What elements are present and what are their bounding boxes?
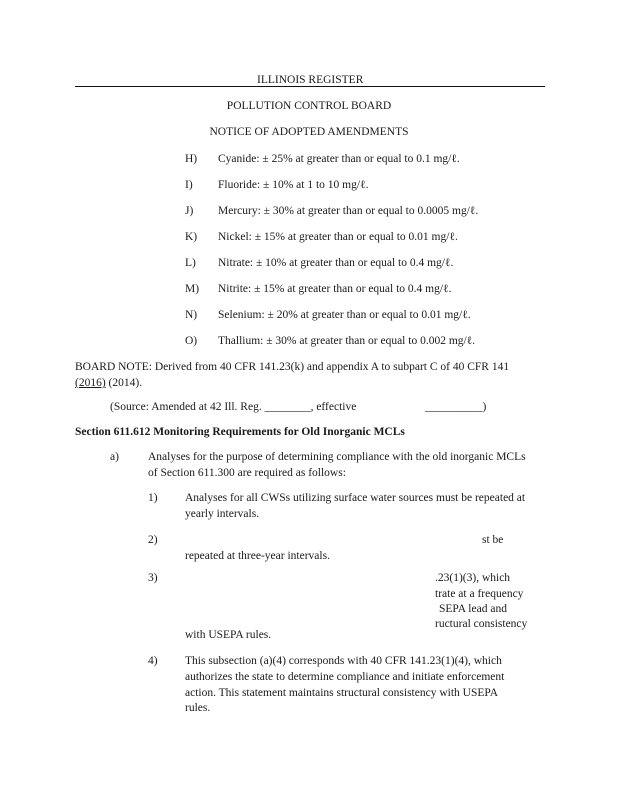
item-text: Cyanide: ± 25% at greater than or equal to 0.1 mg/ℓ. (218, 153, 460, 165)
item-1-line: Analyses for all CWSs utilizing surface water sources must be repeated at (185, 492, 526, 504)
item-3-line: .23(1)(3), which (435, 572, 511, 584)
item-1-label: 1) (148, 492, 158, 504)
item-3-line: SEPA lead and (439, 603, 507, 615)
item-2-line: st be (482, 534, 504, 546)
year-deleted: (2014). (108, 377, 143, 389)
item-3-line: with USEPA rules. (185, 629, 272, 641)
subsection-a-line: of Section 611.300 are required as follows: (148, 467, 346, 479)
year-inserted: (2016) (75, 377, 106, 389)
item-4-line: This subsection (a)(4) corresponds with 40 CFR 141.23(1)(4), which (185, 655, 502, 667)
item-label: O) (185, 335, 198, 347)
subsection-a-label: a) (110, 451, 119, 463)
item-2-label: 2) (148, 534, 158, 546)
item-3-line: ructural consistency (435, 618, 528, 630)
item-4-line: rules. (185, 702, 211, 714)
item-2-line: repeated at three-year intervals. (185, 550, 330, 562)
board-title: POLLUTION CONTROL BOARD (226, 100, 392, 112)
register-title: ILLINOIS REGISTER (257, 74, 364, 86)
section-heading: Section 611.612 Monitoring Requirements for Old Inorganic MCLs (75, 426, 405, 438)
item-text: Thallium: ± 30% at greater than or equal to 0.002 mg/ℓ. (218, 335, 476, 347)
item-label: N) (185, 309, 198, 321)
item-4-label: 4) (148, 655, 158, 667)
notice-title: NOTICE OF ADOPTED AMENDMENTS (209, 126, 409, 138)
item-text: Nickel: ± 15% at greater than or equal to 0.01 mg/ℓ. (218, 231, 458, 243)
item-text: Selenium: ± 20% at greater than or equal to 0.01 mg/ℓ. (218, 309, 471, 321)
item-label: M) (185, 283, 200, 295)
item-label: H) (185, 153, 198, 165)
board-note-line1: BOARD NOTE: Derived from 40 CFR 141.23(k) and appendix A to subpart C of 40 CFR 141 (75, 361, 510, 373)
item-4-line: action. This statement maintains structural consistency with USEPA (185, 687, 499, 699)
item-label: K) (185, 231, 198, 243)
board-note-line2 (75, 376, 142, 390)
item-text: Nitrite: ± 15% at greater than or equal to 0.4 mg/ℓ. (218, 283, 452, 295)
item-3-label: 3) (148, 572, 158, 584)
item-1-line: yearly intervals. (185, 508, 260, 520)
item-text: Mercury: ± 30% at greater than or equal to 0.0005 mg/ℓ. (218, 205, 479, 217)
source-note-end: __________) (425, 401, 487, 413)
item-label: I) (185, 179, 193, 191)
item-3-line: trate at a frequency (435, 588, 524, 600)
item-text: Nitrate: ± 10% at greater than or equal to 0.4 mg/ℓ. (218, 257, 454, 269)
item-label: L) (185, 257, 196, 269)
item-text: Fluoride: ± 10% at 1 to 10 mg/ℓ. (218, 179, 369, 191)
item-4-line: authorizes the state to determine compliance and initiate enforcement (185, 671, 505, 683)
item-label: J) (185, 205, 194, 217)
source-note: (Source: Amended at 42 Ill. Reg. ________, effective (110, 401, 357, 413)
subsection-a-line: Analyses for the purpose of determining compliance with the old inorganic MCLs (148, 451, 526, 463)
